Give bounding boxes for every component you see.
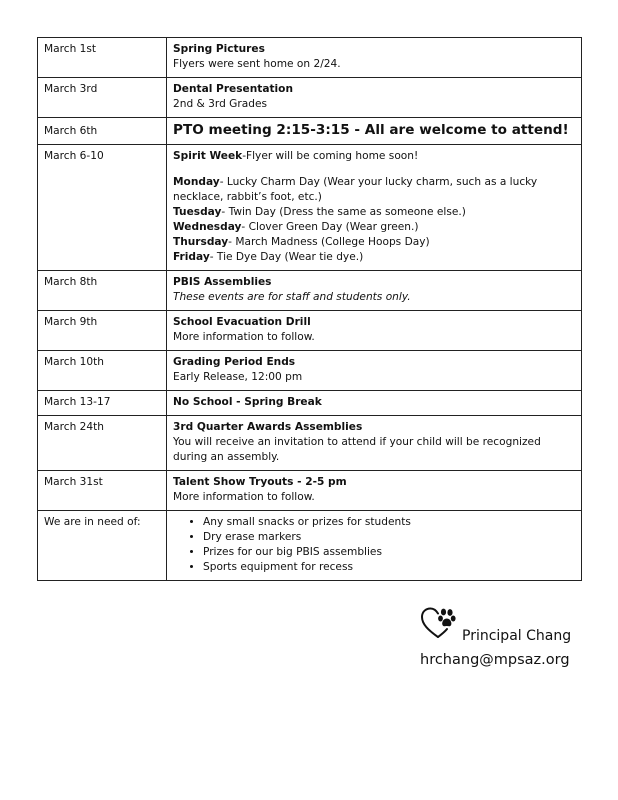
spirit-day: [173, 175, 575, 205]
list-item: • Any small snacks or prizes for students: [203, 515, 575, 530]
event-date: March 6th: [38, 118, 167, 145]
table-row: [38, 351, 582, 391]
event-title: PTO meeting 2:15-3:15 - All are welcome to attend!: [173, 122, 569, 138]
event-title: No School - Spring Break: [173, 396, 322, 408]
spirit-day: [173, 235, 575, 250]
spacer: [173, 164, 575, 175]
spirit-day-name: Tuesday: [173, 206, 222, 218]
spirit-week-heading: [173, 149, 575, 164]
heart-paw-icon: [420, 606, 456, 640]
event-detail: Early Release, 12:00 pm: [173, 371, 303, 383]
table-row: [38, 311, 582, 351]
list-item: • Dry erase markers: [203, 530, 575, 545]
events-table: [37, 37, 582, 581]
event-date: March 24th: [38, 416, 167, 471]
event-description: [167, 38, 582, 78]
event-description: [167, 145, 582, 271]
event-date: March 3rd: [38, 78, 167, 118]
needs-list: [173, 515, 575, 575]
event-date: March 31st: [38, 471, 167, 511]
table-row: [38, 271, 582, 311]
event-detail: More information to follow.: [173, 331, 315, 343]
table-row: [38, 511, 582, 581]
principal-email[interactable]: hrchang@mpsaz.org: [420, 652, 570, 668]
spirit-day-text: - Clover Green Day (Wear green.): [241, 221, 419, 233]
event-title: Grading Period Ends: [173, 356, 296, 368]
event-description: [167, 471, 582, 511]
event-detail: More information to follow.: [173, 491, 315, 503]
event-description: [167, 311, 582, 351]
table-row: [38, 471, 582, 511]
list-item: • Prizes for our big PBIS assemblies: [203, 545, 575, 560]
event-date: March 13-17: [38, 391, 167, 416]
event-detail: 2nd & 3rd Grades: [173, 98, 267, 110]
table-row: [38, 78, 582, 118]
event-detail: These events are for staff and students only.: [173, 291, 411, 303]
table-row: [38, 145, 582, 271]
spirit-day-name: Friday: [173, 251, 210, 263]
needs-label: We are in need of:: [38, 511, 167, 581]
needs-list-cell: [167, 511, 582, 581]
list-item: • Sports equipment for recess: [203, 560, 575, 575]
event-description: [167, 118, 582, 145]
spirit-day-text: - Lucky Charm Day (Wear your lucky charm, such as a lucky necklace, rabbit’s foot, etc.): [173, 176, 538, 203]
event-date: March 1st: [38, 38, 167, 78]
event-date: March 8th: [38, 271, 167, 311]
spirit-day-text: - March Madness (College Hoops Day): [228, 236, 430, 248]
event-description: [167, 391, 582, 416]
spirit-day-name: Wednesday: [173, 221, 242, 233]
event-detail: Flyers were sent home on 2/24.: [173, 58, 341, 70]
spirit-day-text: - Tie Dye Day (Wear tie dye.): [209, 251, 364, 263]
event-title: 3rd Quarter Awards Assemblies: [173, 421, 363, 433]
event-description: [167, 271, 582, 311]
event-title: Dental Presentation: [173, 83, 293, 95]
spirit-day-name: Thursday: [173, 236, 229, 248]
event-date: March 6-10: [38, 145, 167, 271]
spirit-day: [173, 205, 575, 220]
table-row: [38, 38, 582, 78]
table-row: [38, 416, 582, 471]
spirit-day: [173, 220, 575, 235]
spirit-day-name: Monday: [173, 176, 220, 188]
event-title: Spring Pictures: [173, 43, 265, 55]
principal-name: Principal Chang: [462, 628, 572, 644]
event-description: [167, 416, 582, 471]
event-title: School Evacuation Drill: [173, 316, 311, 328]
table-row: [38, 118, 582, 145]
table-row: [38, 391, 582, 416]
event-title-suffix: -Flyer will be coming home soon!: [242, 150, 419, 162]
event-description: [167, 78, 582, 118]
event-title: Talent Show Tryouts - 2-5 pm: [173, 476, 347, 488]
event-detail: You will receive an invitation to attend if your child will be recognized during an assembly.: [173, 436, 541, 463]
event-date: March 10th: [38, 351, 167, 391]
event-title: Spirit Week: [173, 150, 243, 162]
spirit-day: [173, 250, 575, 265]
event-title: PBIS Assemblies: [173, 276, 272, 288]
spirit-day-text: - Twin Day (Dress the same as someone else.): [221, 206, 466, 218]
event-description: [167, 351, 582, 391]
event-date: March 9th: [38, 311, 167, 351]
